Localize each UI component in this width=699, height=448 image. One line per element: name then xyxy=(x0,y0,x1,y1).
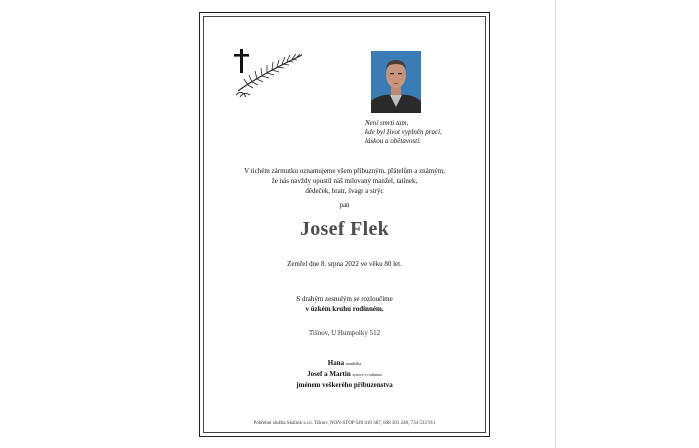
portrait-photo xyxy=(371,51,421,113)
quote-line: láskou a obětavostí. xyxy=(365,137,421,145)
farewell-notice xyxy=(199,294,490,314)
mourner-role: manželka xyxy=(345,361,362,366)
funeral-service-footer: Pohřební služba Skalník s.r.o. Tišnov, NON-STOP 549 410 387, 608 301 240, 734 533 911 xyxy=(253,421,436,426)
quote-line: Není smrti tam, xyxy=(365,119,409,127)
salutation: pan xyxy=(339,201,350,209)
farewell-line: S drahým zesnulým se rozloučíme xyxy=(296,295,393,303)
announcement-line: V tichém zármutku oznamujeme všem příbuzným, přátelům a známým, xyxy=(244,167,445,175)
mourner-name: Josef a Martin xyxy=(307,370,351,378)
announcement-line: dědeček, bratr, švagr a strýc xyxy=(305,187,384,195)
memorial-quote xyxy=(365,119,442,146)
family-address: Tišnov, U Humpolky 512 xyxy=(308,329,381,337)
palm-branch-icon xyxy=(236,54,302,97)
announcement-line: že nás navždy opustil náš milovaný manžel, tatínek, xyxy=(271,177,418,185)
cross-icon xyxy=(234,49,249,73)
deceased-name: Josef Flek xyxy=(299,218,390,240)
cross-and-palm-icon xyxy=(230,45,310,100)
page-edge-line xyxy=(555,0,556,448)
portrait-image xyxy=(371,51,421,113)
death-announcement xyxy=(199,166,490,196)
mourner-role: synové s rodinami xyxy=(352,372,382,377)
death-date-notice: Zemřel dne 8. srpna 2022 ve věku 80 let. xyxy=(287,260,402,268)
mourner-entry xyxy=(199,358,490,369)
mourner-entry xyxy=(199,369,490,380)
mourner-name: Hana xyxy=(327,359,345,367)
farewell-line-bold: v úzkém kruhu rodinném. xyxy=(305,305,384,313)
quote-line: kde byl život vyplněn prací, xyxy=(365,128,442,136)
on-behalf-of-relatives: jménem veškerého příbuzenstva xyxy=(296,381,393,389)
mourners-list xyxy=(199,358,490,380)
